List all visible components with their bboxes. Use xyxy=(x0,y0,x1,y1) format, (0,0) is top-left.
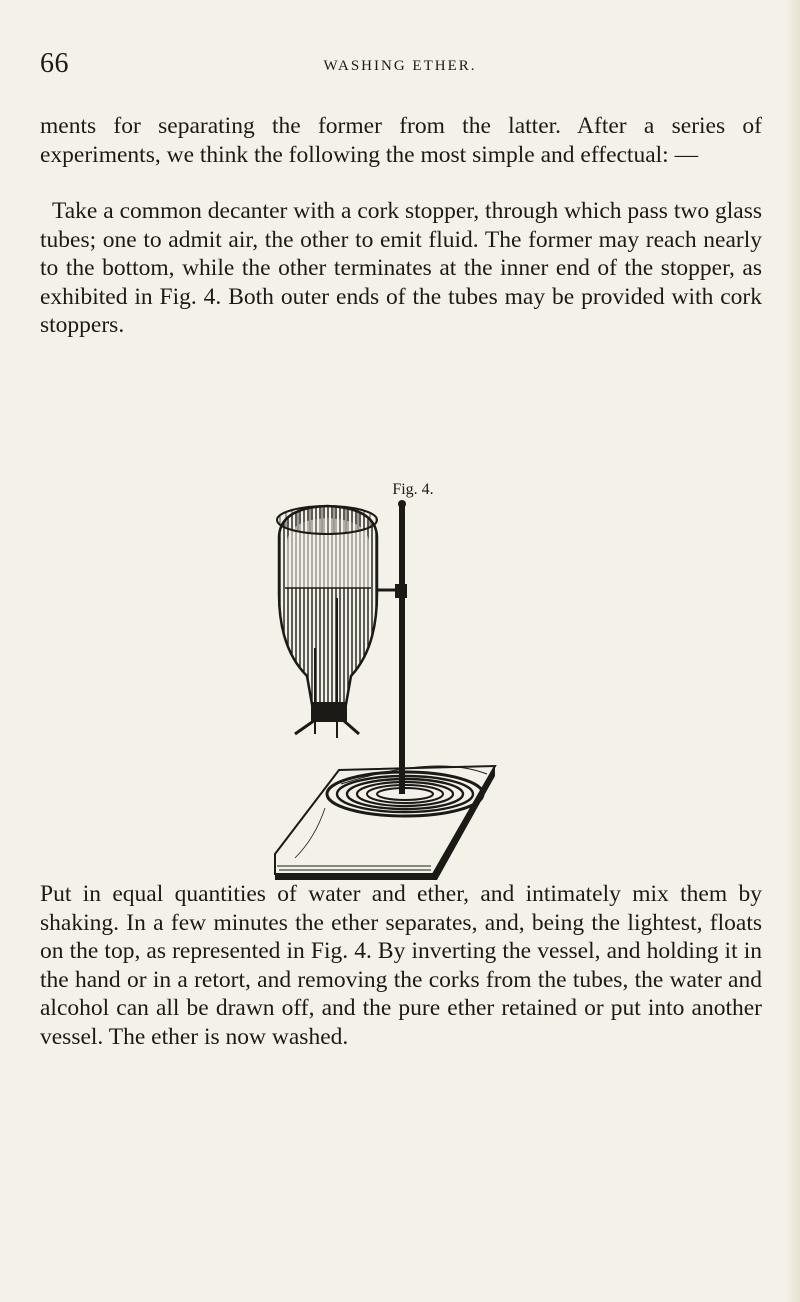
paragraph-1: ments for separating the former from the latter. After a series of experiments, we think the following the most simple and effectual: — xyxy=(40,113,762,168)
page-number: 66 xyxy=(40,48,69,79)
figure-caption: Fig. 4. xyxy=(392,481,434,498)
decanter xyxy=(277,506,395,738)
running-head xyxy=(40,48,760,88)
paragraph-2: Take a common decanter with a cork stopper, through which pass two glass tubes; one to admit air, the other to emit fluid. The former may reach nearly to the bottom, while the other terminates at the inner end of the stopper, as exhibited in Fig. 4. Both outer ends of the tubes may be provided with cork stoppers. xyxy=(40,198,762,338)
stand-rod xyxy=(395,500,407,794)
paragraph-3: Put in equal quantities of water and ether, and intimately mix them by shaking. In a few minutes the ether separates, and, being the lightest, floats on the top, as represented in Fig. 4. By inverting the vessel, and holding it in the hand or in a retort, and removing the corks from the tubes, the water and alcohol can all be drawn off, and the pure ether retained or put into another vessel. The ether is now washed. xyxy=(40,881,762,1050)
decanter-illustration xyxy=(255,498,515,880)
running-title: WASHING ETHER. xyxy=(323,58,477,74)
page-edge xyxy=(786,0,800,1302)
